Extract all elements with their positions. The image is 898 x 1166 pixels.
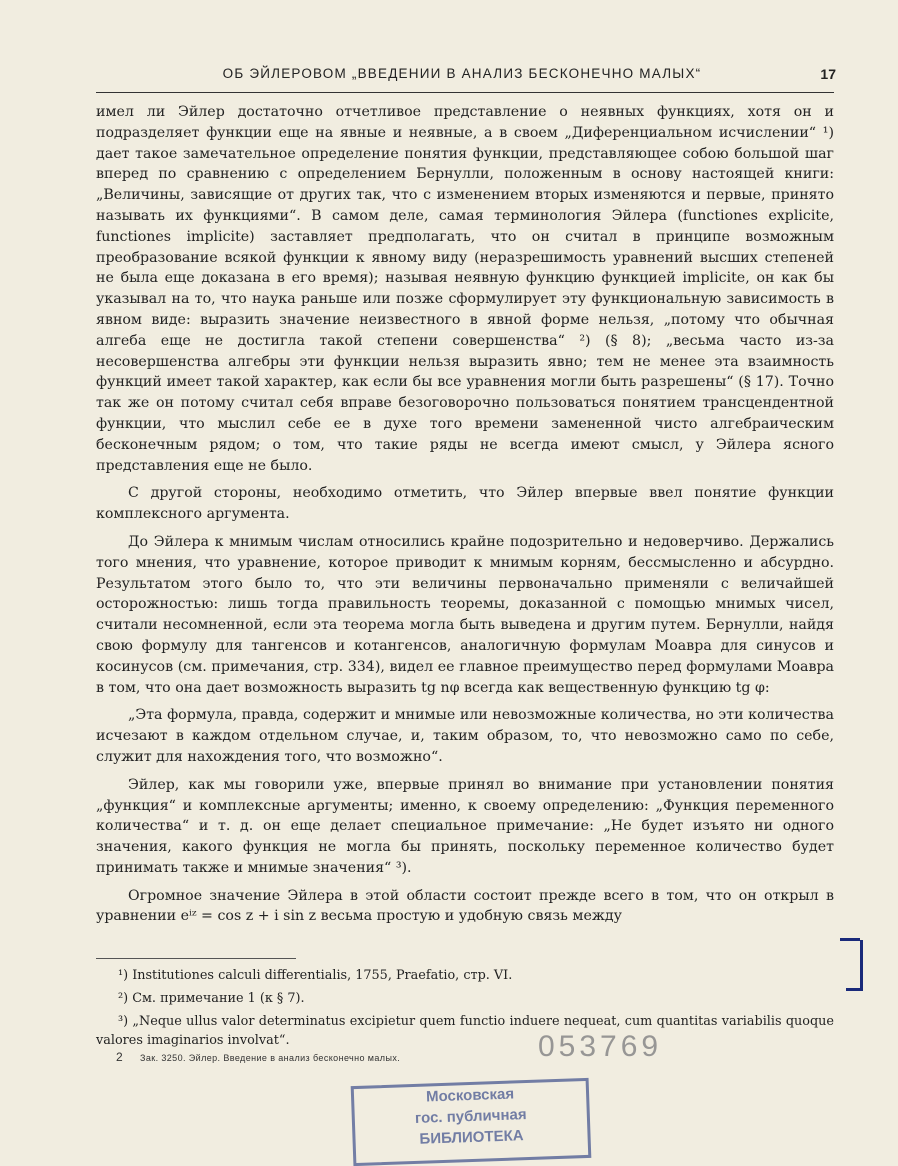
header-rule (96, 92, 834, 93)
main-text (96, 102, 834, 934)
footnote-rule (96, 958, 296, 959)
stamp-line: гос. публичная (414, 1106, 527, 1127)
footnote: ¹) Institutiones calculi differentialis, 1755, Praefatio, стр. VI. (118, 968, 513, 983)
stamp-line: Московская (425, 1085, 515, 1106)
stamp-line: БИБЛИОТЕКА (419, 1127, 524, 1148)
footnote: ³) „Neque ullus valor determinatus excipietur quem functio induere nequeat, cum quantitas variabilis quoque valores imaginarios involvat“. (96, 1014, 834, 1048)
library-stamp (351, 1078, 592, 1166)
paragraph: Огромное значение Эйлера в этой области состоит прежде всего в том, что он открыл в уравнении eⁱᶻ = cos z + i sin z весьма простую и удобную связь между (96, 887, 834, 925)
paragraph: До Эйлера к мнимым числам относились крайне подозрительно и недоверчиво. Держались того мнения, что уравнение, которое приводит к мнимым корням, бессмысленно и абсурдно. Результатом этого было то, что эти величины первоначально применяли с величайшей осторожностью: лишь тогда правильность теоремы, доказанной с помощью мнимых чисел, считали несомненной, если эта теорема могла быть выведена и другим путем. Бернулли, найдя свою формулу для тангенсов и котангенсов, аналогичную формулам Моавра для синусов и косинусов (см. примечания, стр. 334), видел ее главное преимущество перед формулами Моавра в том, что она дает возможность выразить tg nφ всегда как вещественную функцию tg φ: (96, 533, 834, 696)
footnotes (96, 966, 834, 1054)
paragraph: С другой стороны, необходимо отметить, что Эйлер впервые ввел понятие функции комплексного аргумента. (96, 485, 834, 523)
footnote: ²) См. примечание 1 (к § 7). (118, 991, 305, 1006)
signature-text: Зак. 3250. Эйлер. Введение в анализ бесконечно малых. (139, 1053, 401, 1063)
inventory-number: 053769 (538, 1030, 663, 1063)
running-title: ОБ ЭЙЛЕРОВОМ „ВВЕДЕНИИ В АНАЛИЗ БЕСКОНЕЧНО МАЛЫХ“ (222, 66, 702, 81)
sheet-number: 2 (116, 1050, 124, 1064)
paragraph: Эйлер, как мы говорили уже, впервые принял во внимание при установлении понятия „функция“ и комплексные аргументы; именно, к своему определению: „Функция переменного количества“ и т. д. он еще делает специальное примечание: „Не будет изъято ни одного значения, какого функция не могла бы принять, поскольку переменное количество будет принимать также и мнимые значения“ ³). (96, 776, 834, 876)
page-number: 17 (820, 66, 836, 82)
quotation: „Эта формула, правда, содержит и мнимые или невозможные количества, но эти количества исчезают в каждом отдельном случае, и, таким образом, то, что невозможно само по себе, служит для нахождения того, что возможно“. (96, 707, 834, 765)
paragraph: имел ли Эйлер достаточно отчетливое представление о неявных функциях, хотя он и подразделяет функции еще на явные и неявные, а в своем „Диференциальном исчислении“ ¹) дает такое замечательное определение понятия функции, представляющее собою большой шаг вперед по сравнению с определением Бернулли, положенным в основу настоящей книги: „Величины, зависящие от других так, что с изменением вторых изменяются и первые, принято называть их функциями“. В самом деле, самая терминология Эйлера (functiones explicite, functiones implicite) заставляет предполагать, что он считал в принципе возможным преобразование всякой функции к явному виду (неразрешимость уравнений высших степеней не была еще доказана в его время); называя неявную функцию функцией implicite, он как бы указывал на то, что наука раньше или позже сформулирует эту функциональную зависимость в явном виде: выразить значение неизвестного в явной форме нельзя, „потому что обычная алгеба еще не достигла такой степени совершенства“ ²) (§ 8); „весьма часто из-за несовершенства алгебры эти функции нельзя выразить явно; тем не менее эта взаимность функций имеет такой характер, как если бы все уравнения могли быть разрешены“ (§ 17). Точно так же он потому считал себя вправе безоговорочно пользоваться понятием трансцендентной функции, что мыслил себе ее в духе того времени замененной чисто алгебраическим бесконечным рядом; о том, что такие ряды не всегда имеют смысл, у Эйлера ясного представления еще не было. (96, 104, 834, 474)
page-header (88, 66, 836, 88)
margin-bracket-mark (846, 940, 863, 991)
printer-signature (116, 1050, 496, 1064)
